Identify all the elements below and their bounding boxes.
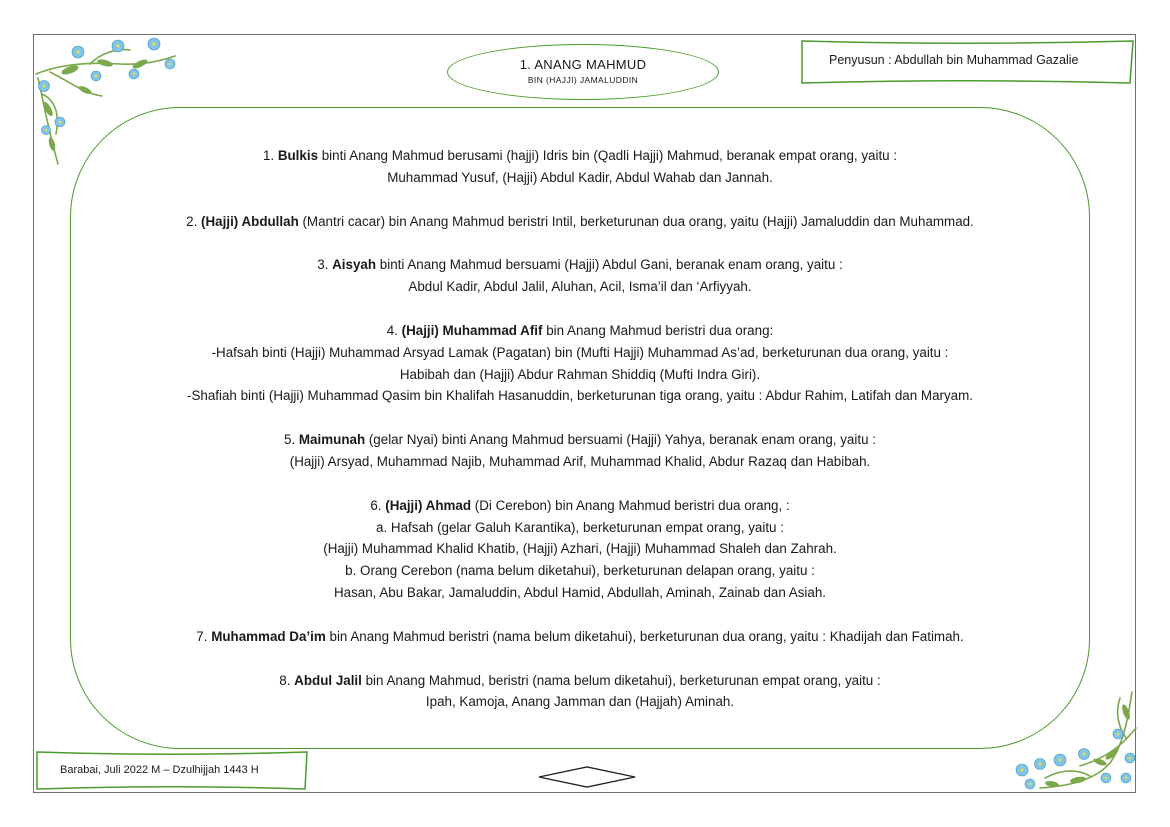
entry-line (70, 320, 1090, 342)
person-name: (Hajji) Muhammad Afif (401, 322, 543, 338)
genealogy-entry (70, 254, 1090, 298)
person-name: (Hajji) Abdullah (201, 213, 299, 229)
entry-line: -Shafiah binti (Hajji) Muhammad Qasim bin Khalifah Hasanuddin, berketurunan tiga orang, yaitu : Abdur Rahim, Latifah dan Maryam. (187, 388, 973, 404)
entry-number: 8. (279, 672, 295, 688)
genealogy-entry (70, 320, 1090, 407)
person-name: (Hajji) Ahmad (385, 497, 472, 513)
entry-line (70, 429, 1090, 451)
entry-number: 7. (196, 628, 212, 644)
genealogy-entry (70, 495, 1090, 604)
entry-line (70, 670, 1090, 692)
entry-description: bin Anang Mahmud beristri dua orang: (542, 322, 774, 338)
entry-number: 6. (370, 497, 386, 513)
author-label: Penyusun : Abdullah bin Muhammad Gazalie (829, 53, 1079, 67)
person-name: Aisyah (332, 257, 377, 273)
entry-description: (gelar Nyai) binti Anang Mahmud bersuami (Hajji) Yahya, beranak enam orang, yaitu : (365, 432, 876, 448)
entry-description: (Di Cerebon) bin Anang Mahmud beristri dua orang, : (471, 497, 790, 513)
entry-description: bin Anang Mahmud beristri (nama belum diketahui), berketurunan dua orang, yaitu : Khadijah dan Fatimah. (325, 628, 964, 644)
entry-number: 4. (386, 322, 402, 338)
entry-number: 5. (284, 432, 299, 448)
entry-line: a. Hafsah (gelar Galuh Karantika), berketurunan empat orang, yaitu : (376, 519, 784, 535)
entry-line: (Hajji) Muhammad Khalid Khatib, (Hajji) Azhari, (Hajji) Muhammad Shaleh dan Zahrah. (323, 541, 837, 557)
genealogy-entry (70, 145, 1090, 189)
page-title: 1. ANANG MAHMUD (519, 57, 647, 72)
person-name: Maimunah (298, 432, 366, 448)
footer-box (36, 751, 308, 790)
entry-line: (Hajji) Arsyad, Muhammad Najib, Muhammad Arif, Muhammad Khalid, Abdur Razaq dan Habibah. (289, 453, 871, 469)
entry-line (70, 495, 1090, 517)
entry-line: Abdul Kadir, Abdul Jalil, Aluhan, Acil, Isma’il dan ‘Arfiyyah. (408, 279, 752, 295)
entry-description: binti Anang Mahmud bersuami (Hajji) Abdul Gani, beranak enam orang, yaitu : (376, 257, 843, 273)
diamond-ornament (537, 765, 637, 789)
entry-description: binti Anang Mahmud berusami (hajji) Idris bin (Qadli Hajji) Mahmud, beranak empat orang, yaitu : (318, 148, 898, 163)
genealogy-list (70, 145, 1090, 735)
footer-date: Barabai, Juli 2022 M – Dzulhijjah 1443 H (60, 764, 259, 776)
entry-line: b. Orang Cerebon (nama belum diketahui), berketurunan delapan orang, yaitu : (345, 563, 815, 579)
entry-number: 2. (186, 213, 202, 229)
person-name: Muhammad Da’im (211, 628, 326, 644)
genealogy-entry (70, 626, 1090, 648)
person-name: Abdul Jalil (294, 672, 362, 688)
entry-line: Hasan, Abu Bakar, Jamaluddin, Abdul Hamid, Abdullah, Aminah, Zainab dan Asiah. (333, 584, 827, 600)
genealogy-entry (70, 429, 1090, 473)
genealogy-entry (70, 670, 1090, 714)
author-box (801, 40, 1134, 84)
entry-line (70, 626, 1090, 648)
entry-line: -Hafsah binti (Hajji) Muhammad Arsyad Lamak (Pagatan) bin (Mufti Hajji) Muhammad As’ad, berketurunan dua orang, yaitu : (211, 344, 949, 360)
entry-line: Muhammad Yusuf, (Hajji) Abdul Kadir, Abdul Wahab dan Jannah. (387, 169, 773, 185)
entry-number: 1. (262, 148, 278, 163)
entry-description: (Mantri cacar) bin Anang Mahmud beristri Intil, berketurunan dua orang, yaitu (Hajji) Jamaluddin dan Muhammad. (298, 213, 974, 229)
person-name: Bulkis (277, 148, 319, 163)
entry-line: Ipah, Kamoja, Anang Jamman dan (Hajjah) Aminah. (425, 694, 735, 710)
entry-line (70, 145, 1090, 167)
genealogy-entry (70, 211, 1090, 233)
page-subtitle: BIN (HAJJI) JAMALUDDIN (527, 75, 639, 85)
entry-number: 3. (317, 257, 333, 273)
entry-line (70, 211, 1090, 233)
title-oval (447, 44, 719, 100)
entry-line (70, 254, 1090, 276)
entry-line: Habibah dan (Hajji) Abdur Rahman Shiddiq (Mufti Indra Giri). (399, 366, 761, 382)
entry-description: bin Anang Mahmud, beristri (nama belum diketahui), berketurunan empat orang, yaitu : (361, 672, 881, 688)
